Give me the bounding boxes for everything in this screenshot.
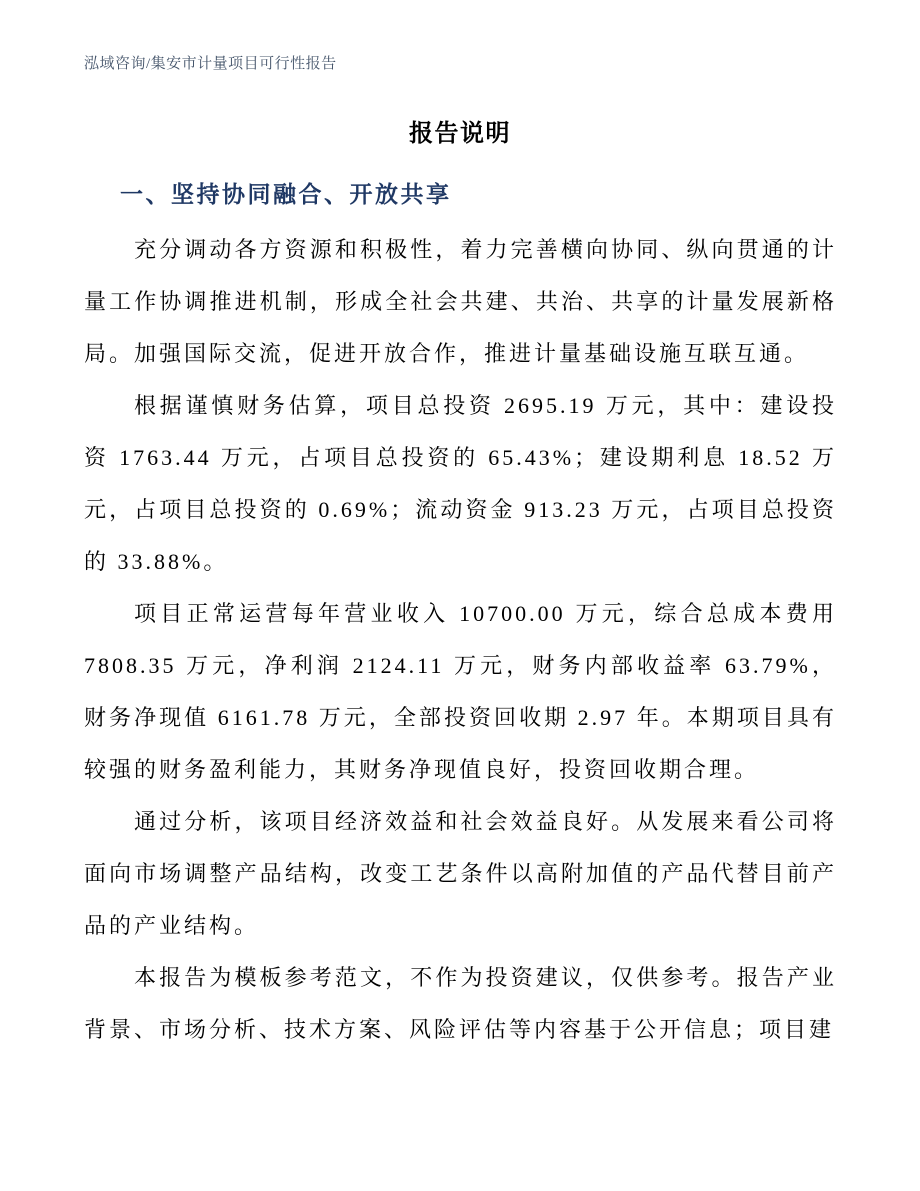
body-paragraph: 通过分析，该项目经济效益和社会效益良好。从发展来看公司将面向市场调整产品结构，改变工艺条件以高附加值的产品代替目前产品的产业结构。 (84, 809, 837, 938)
body-paragraph: 本报告为模板参考范文，不作为投资建议，仅供参考。报告产业背景、市场分析、技术方案、风险评估等内容基于公开信息；项目建 (84, 965, 837, 1042)
page-title: 报告说明 (409, 121, 511, 147)
document-body (84, 224, 837, 1056)
section-heading: 一、坚持协同融合、开放共享 (120, 182, 452, 207)
body-paragraph: 根据谨慎财务估算，项目总投资 2695.19 万元，其中：建设投资 1763.44 万元，占项目总投资的 65.43%；建设期利息 18.52 万元，占项目总投资的 0.69%；流动资金 913.23 万元，占项目总投资的 33.88%。 (84, 393, 837, 574)
body-paragraph: 项目正常运营每年营业收入 10700.00 万元，综合总成本费用 7808.35 万元，净利润 2124.11 万元，财务内部收益率 63.79%，财务净现值 6161.78 万元，全部投资回收期 2.97 年。本期项目具有较强的财务盈利能力，其财务净现值良好，投资回收期合理。 (84, 601, 837, 782)
body-paragraph: 充分调动各方资源和积极性，着力完善横向协同、纵向贯通的计量工作协调推进机制，形成全社会共建、共治、共享的计量发展新格局。加强国际交流，促进开放合作，推进计量基础设施互联互通。 (84, 237, 837, 366)
document-header: 泓域咨询/集安市计量项目可行性报告 (84, 56, 337, 72)
